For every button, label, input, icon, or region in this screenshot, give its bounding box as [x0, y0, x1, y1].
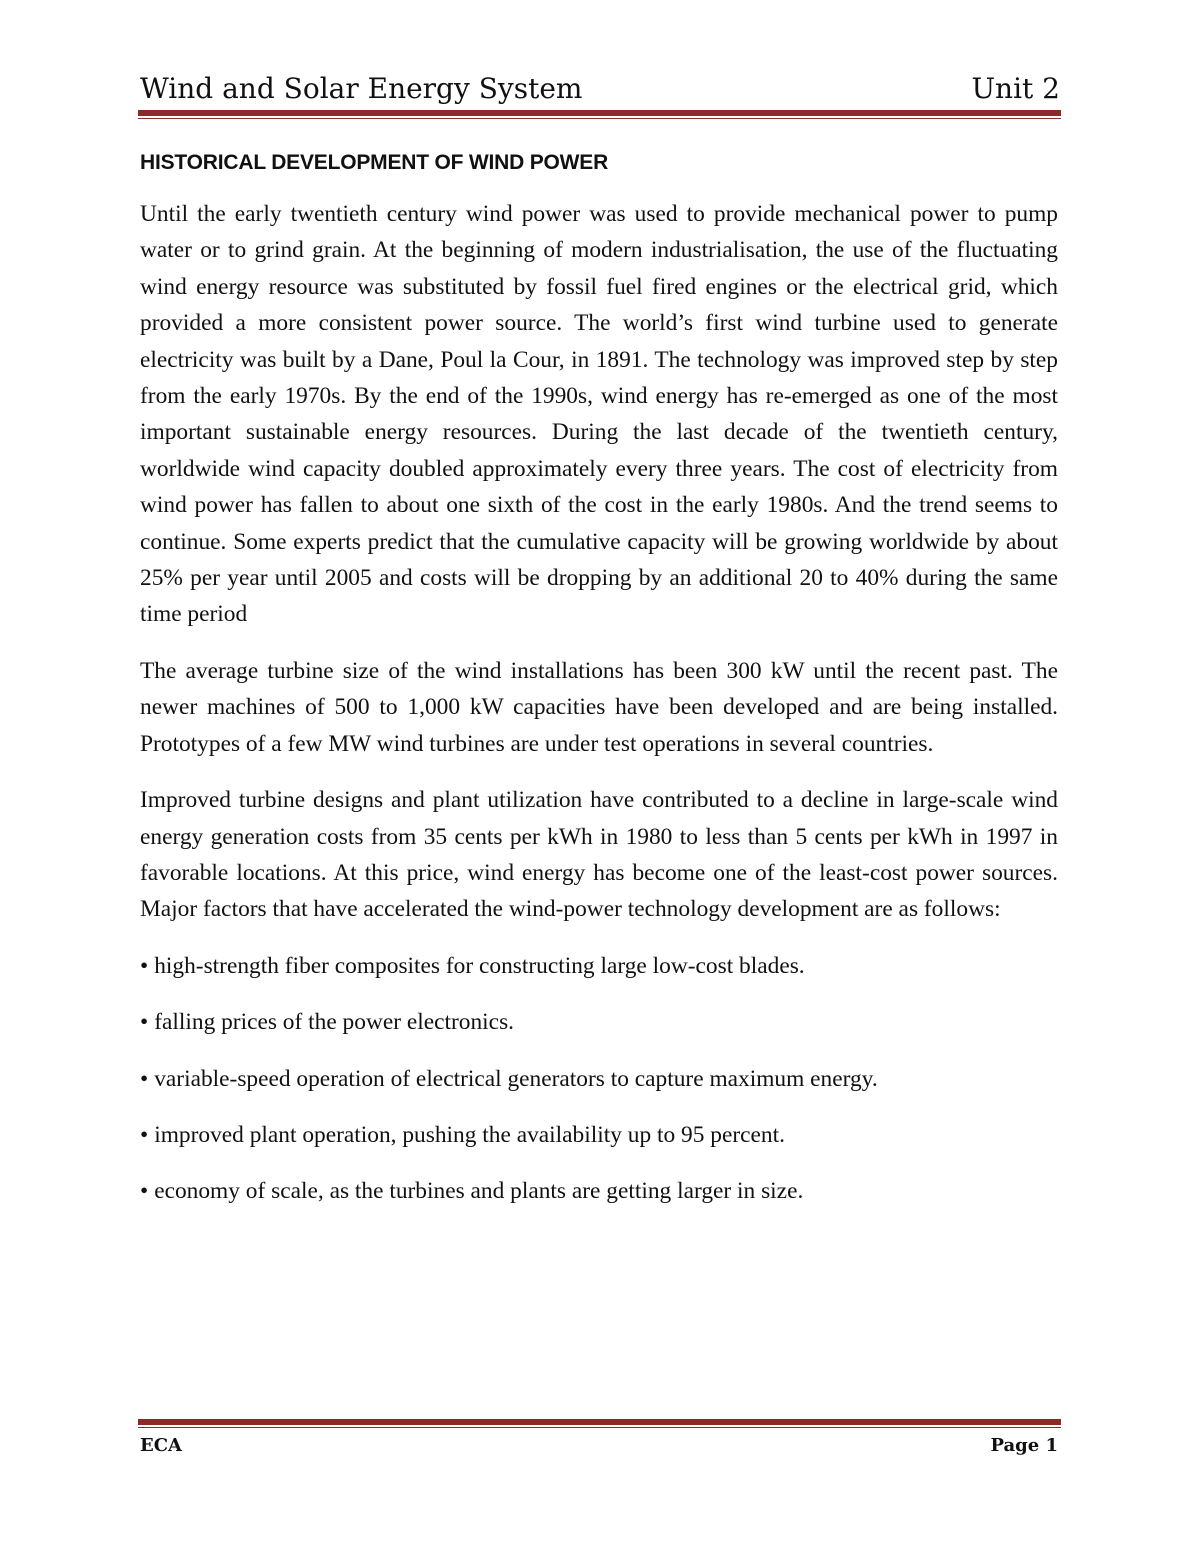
list-item [140, 1173, 1058, 1209]
list-item [140, 948, 1058, 984]
unit-label: Unit 2 [971, 72, 1060, 105]
list-item-text: falling prices of the power electronics. [154, 1009, 515, 1036]
list-item-text: high-strength fiber composites for constructing large low-cost blades. [154, 952, 805, 979]
footer-org: ECA [140, 1435, 183, 1456]
footer-rule-thick [138, 1419, 1061, 1425]
list-item [140, 1117, 1058, 1153]
bullet-icon: • [140, 1121, 149, 1148]
document-title: Wind and Solar Energy System [140, 72, 583, 105]
list-item-text: improved plant operation, pushing the availability up to 95 percent. [154, 1121, 785, 1148]
paragraph-turbine-size: The average turbine size of the wind installations has been 300 kW until the recent past. The newer machines of 500 to 1,000 kW capacities have been developed and are being installed. Prototypes of a few MW wind turbines are under test operations in several countries. [140, 657, 1058, 757]
bullet-icon: • [140, 1065, 149, 1092]
list-item [140, 1004, 1058, 1040]
list-item-text: variable-speed operation of electrical generators to capture maximum energy. [154, 1065, 878, 1092]
page-header [140, 68, 1060, 110]
bullet-icon: • [140, 1009, 149, 1036]
bullet-icon: • [140, 1178, 149, 1205]
paragraph-cost-decline: Improved turbine designs and plant utilization have contributed to a decline in large-scale wind energy generation costs from 35 cents per kWh in 1980 to less than 5 cents per kWh in 1997 in favorable locations. At this price, wind energy has become one of the least-cost power sources. Major factors that have accelerated the wind-power technology development are as follows: [140, 787, 1058, 923]
page-body [140, 146, 1058, 1230]
paragraph-history: Until the early twentieth century wind power was used to provide mechanical power to pump water or to grind grain. At the beginning of modern industrialisation, the use of the fluctuating wind energy resource was substituted by fossil fuel fired engines or the electrical grid, which provided a more consistent power source. The world’s first wind turbine used to generate electricity was built by a Dane, Poul la Cour, in 1891. The technology was improved step by step from the early 1970s. By the end of the 1990s, wind energy has re-emerged as one of the most important sustainable energy resources. During the last decade of the twentieth century, worldwide wind capacity doubled approximately every three years. The cost of electricity from wind power has fallen to about one sixth of the cost in the early 1980s. And the trend seems to continue. Some experts predict that the cumulative capacity will be growing worldwide by about 25% per year until 2005 and costs will be dropping by an additional 20 to 40% during the same time period [140, 201, 1058, 628]
footer-rule-thin [138, 1427, 1061, 1428]
header-rule-thin [138, 118, 1061, 119]
header-rule-thick [138, 110, 1061, 116]
section-heading: HISTORICAL DEVELOPMENT OF WIND POWER [140, 151, 609, 174]
page-number: Page 1 [990, 1435, 1058, 1456]
bullet-icon: • [140, 952, 149, 979]
list-item-text: economy of scale, as the turbines and plants are getting larger in size. [154, 1178, 804, 1205]
list-item [140, 1061, 1058, 1097]
